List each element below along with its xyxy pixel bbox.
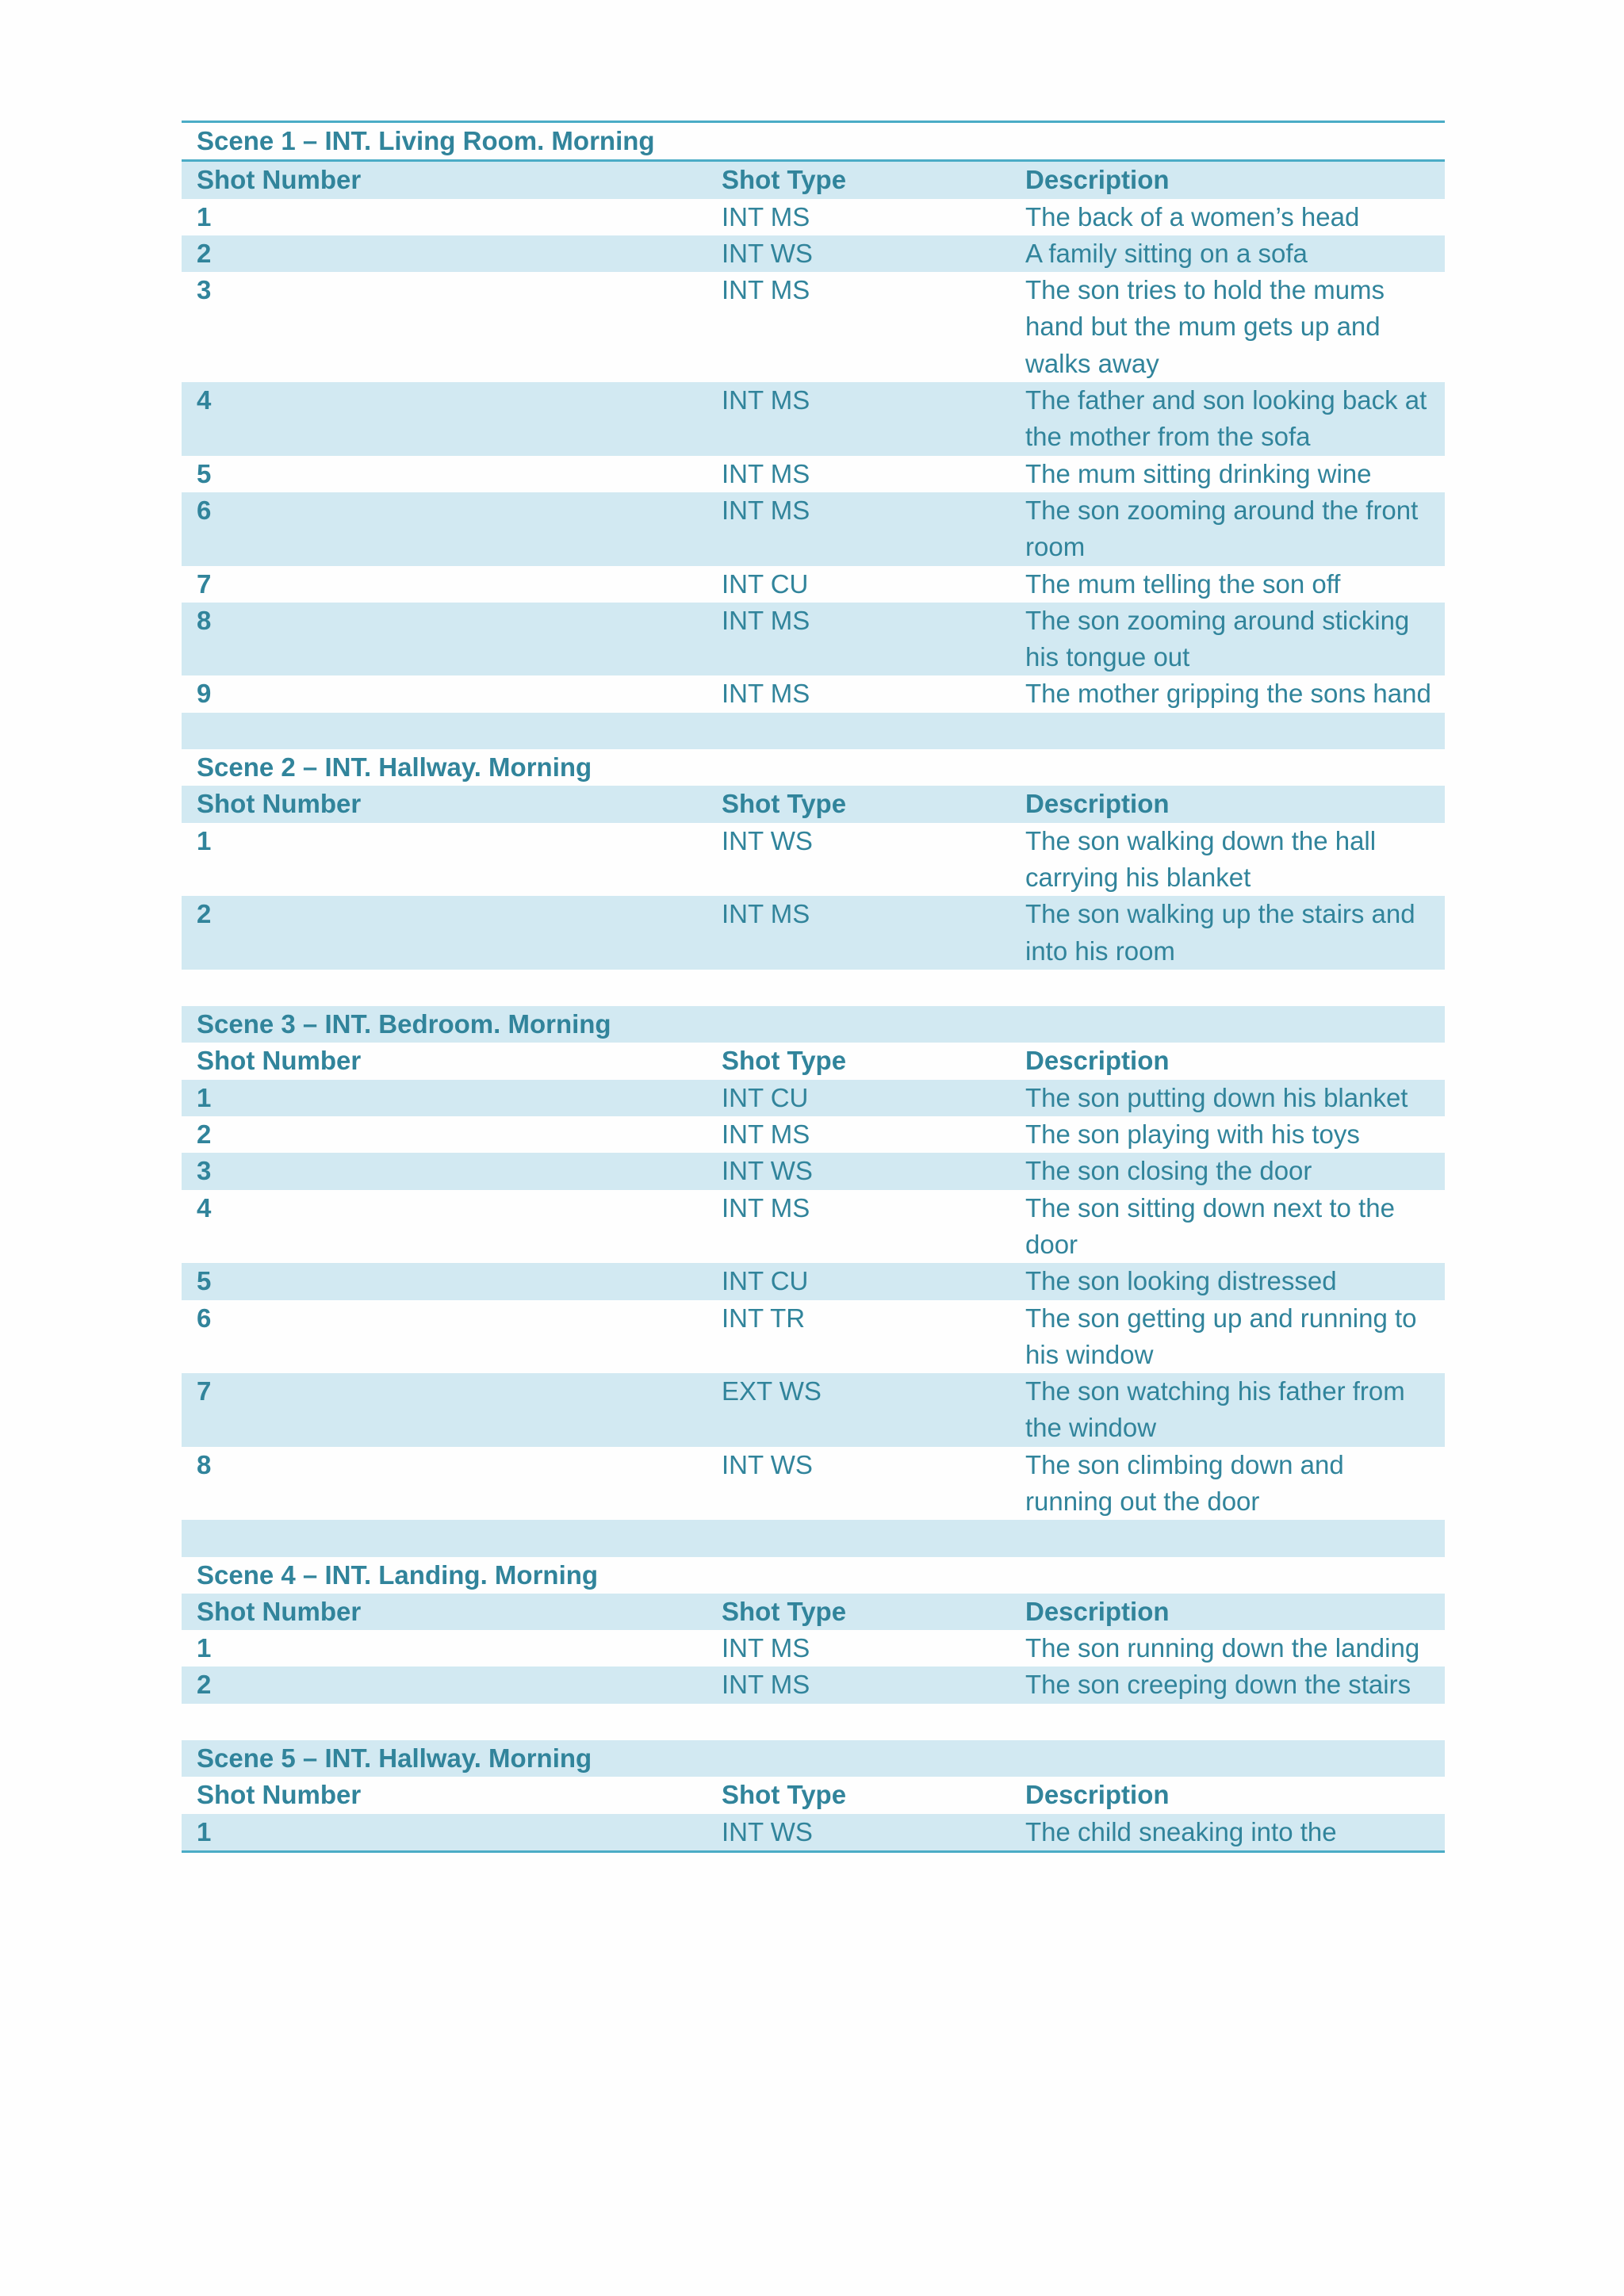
shot-description: The son creeping down the stairs: [1025, 1670, 1411, 1700]
shot-number: 2: [197, 238, 212, 268]
shot-number: 4: [197, 1192, 212, 1223]
shot-description: The son zooming around sticking his tongue out: [1025, 605, 1410, 672]
scene-5-title-row: [182, 1740, 1445, 1777]
scene-title: Scene 1 – INT. Living Room. Morning: [197, 126, 655, 155]
shot-number: 2: [197, 1119, 212, 1150]
shot-description: The son looking distressed: [1025, 1266, 1337, 1296]
table-row: [182, 823, 1445, 897]
table-row: [182, 1116, 1445, 1153]
shot-number: 8: [197, 605, 212, 635]
description-header: Description: [1025, 1596, 1170, 1626]
scene-3-title-row: [182, 1006, 1445, 1043]
shot-type: INT TR: [722, 1303, 806, 1333]
column-header-row: [182, 1594, 1445, 1630]
shot-description: The back of a women’s head: [1025, 201, 1360, 232]
shot-description: The son zooming around the front room: [1025, 495, 1419, 562]
shot-number: 1: [197, 1816, 212, 1846]
shot-number: 6: [197, 1303, 212, 1333]
table-row: [182, 235, 1445, 272]
shot-number-header: Shot Number: [197, 789, 362, 819]
table-row: [182, 1630, 1445, 1667]
shot-number: 6: [197, 495, 212, 525]
table-row: [182, 1667, 1445, 1703]
shot-type: INT MS: [722, 1192, 810, 1223]
blank-row: [182, 970, 1445, 1006]
shot-number-header: Shot Number: [197, 165, 362, 195]
shot-number: 7: [197, 1376, 212, 1406]
shot-number: 1: [197, 1633, 212, 1663]
table-row: [182, 603, 1445, 676]
shot-type-header: Shot Type: [722, 1780, 847, 1810]
table-row: [182, 675, 1445, 712]
table-row: [182, 1190, 1445, 1264]
shot-type: INT MS: [722, 679, 810, 709]
shot-type: INT WS: [722, 825, 813, 855]
table-row: [182, 1373, 1445, 1447]
shot-type: INT WS: [722, 1816, 813, 1846]
shot-description: The father and son looking back at the mother from the sofa: [1025, 385, 1427, 452]
scene-2-title-row: [182, 749, 1445, 786]
shot-description: The son tries to hold the mums hand but the mum gets up and walks away: [1025, 275, 1385, 378]
shot-type: INT CU: [722, 1082, 809, 1112]
shot-type: INT MS: [722, 201, 810, 232]
shot-type: INT WS: [722, 1156, 813, 1186]
scene-title: Scene 5 – INT. Hallway. Morning: [197, 1743, 592, 1774]
column-header-row: [182, 1777, 1445, 1813]
column-header-row: [182, 786, 1445, 822]
column-header-row: [182, 1043, 1445, 1079]
table-row: [182, 1447, 1445, 1521]
shot-type: INT MS: [722, 1119, 810, 1150]
shot-type: INT MS: [722, 385, 810, 415]
shot-number-header: Shot Number: [197, 1780, 362, 1810]
shot-description: The son running down the landing: [1025, 1633, 1420, 1663]
description-header: Description: [1025, 1780, 1170, 1810]
scene-title: Scene 2 – INT. Hallway. Morning: [197, 752, 592, 783]
shot-number-header: Shot Number: [197, 1596, 362, 1626]
table-row: [182, 566, 1445, 603]
description-header: Description: [1025, 165, 1170, 195]
shot-type: INT MS: [722, 1670, 810, 1700]
table-row: [182, 199, 1445, 235]
blank-row: [182, 1520, 1445, 1556]
shot-number: 1: [197, 825, 212, 855]
table-row: [182, 382, 1445, 456]
shot-description: The mum sitting drinking wine: [1025, 458, 1372, 488]
shot-type: INT CU: [722, 568, 809, 599]
shot-type: INT MS: [722, 458, 810, 488]
shot-type-header: Shot Type: [722, 789, 847, 819]
shot-number: 5: [197, 1266, 212, 1296]
table-row: [182, 1080, 1445, 1116]
table-row: [182, 272, 1445, 382]
shot-type-header: Shot Type: [722, 1596, 847, 1626]
column-header-row: [182, 162, 1445, 198]
shot-type: INT MS: [722, 899, 810, 929]
description-header: Description: [1025, 789, 1170, 819]
shot-description: The son putting down his blanket: [1025, 1082, 1408, 1112]
shot-type-header: Shot Type: [722, 1046, 847, 1076]
shot-description: A family sitting on a sofa: [1025, 238, 1308, 268]
shot-description: The son walking up the stairs and into his room: [1025, 899, 1415, 966]
shot-number-header: Shot Number: [197, 1046, 362, 1076]
shot-type: INT CU: [722, 1266, 809, 1296]
shot-number: 3: [197, 1156, 212, 1186]
table-row: [182, 896, 1445, 970]
scene-title: Scene 3 – INT. Bedroom. Morning: [197, 1009, 611, 1039]
shot-type: INT WS: [722, 238, 813, 268]
shot-type: INT MS: [722, 495, 810, 525]
shot-number: 2: [197, 899, 212, 929]
shot-number: 7: [197, 568, 212, 599]
shot-type: INT WS: [722, 1449, 813, 1479]
scene-title: Scene 4 – INT. Landing. Morning: [197, 1559, 599, 1590]
shot-number: 3: [197, 275, 212, 305]
shot-number: 2: [197, 1670, 212, 1700]
shot-type-header: Shot Type: [722, 165, 847, 195]
shot-description: The son climbing down and running out the door: [1025, 1449, 1344, 1516]
table-row: [182, 1263, 1445, 1299]
blank-row: [182, 1704, 1445, 1740]
description-header: Description: [1025, 1046, 1170, 1076]
shot-description: The son sitting down next to the door: [1025, 1192, 1395, 1259]
shot-type: INT MS: [722, 605, 810, 635]
shot-number: 1: [197, 1082, 212, 1112]
scene-1-title-row: [182, 123, 1445, 162]
shot-description: The son closing the door: [1025, 1156, 1312, 1186]
shot-type: EXT WS: [722, 1376, 822, 1406]
shot-description: The child sneaking into the: [1025, 1816, 1337, 1846]
shot-description: The son getting up and running to his window: [1025, 1303, 1417, 1369]
shot-number: 5: [197, 458, 212, 488]
table-row: [182, 1300, 1445, 1374]
blank-row: [182, 713, 1445, 749]
shot-description: The mum telling the son off: [1025, 568, 1341, 599]
shot-description: The son watching his father from the window: [1025, 1376, 1405, 1443]
table-row: [182, 492, 1445, 566]
shot-description: The son walking down the hall carrying his blanket: [1025, 825, 1377, 892]
shot-type: INT MS: [722, 275, 810, 305]
table-row: [182, 456, 1445, 492]
shot-type: INT MS: [722, 1633, 810, 1663]
scene-4-title-row: [182, 1557, 1445, 1594]
shot-number: 8: [197, 1449, 212, 1479]
shot-number: 4: [197, 385, 212, 415]
table-row: [182, 1153, 1445, 1189]
shot-description: The mother gripping the sons hand: [1025, 679, 1431, 709]
shot-number: 9: [197, 679, 212, 709]
shot-number: 1: [197, 201, 212, 232]
shot-list-table: [182, 121, 1445, 1853]
table-row: [182, 1814, 1445, 1850]
shot-description: The son playing with his toys: [1025, 1119, 1360, 1150]
